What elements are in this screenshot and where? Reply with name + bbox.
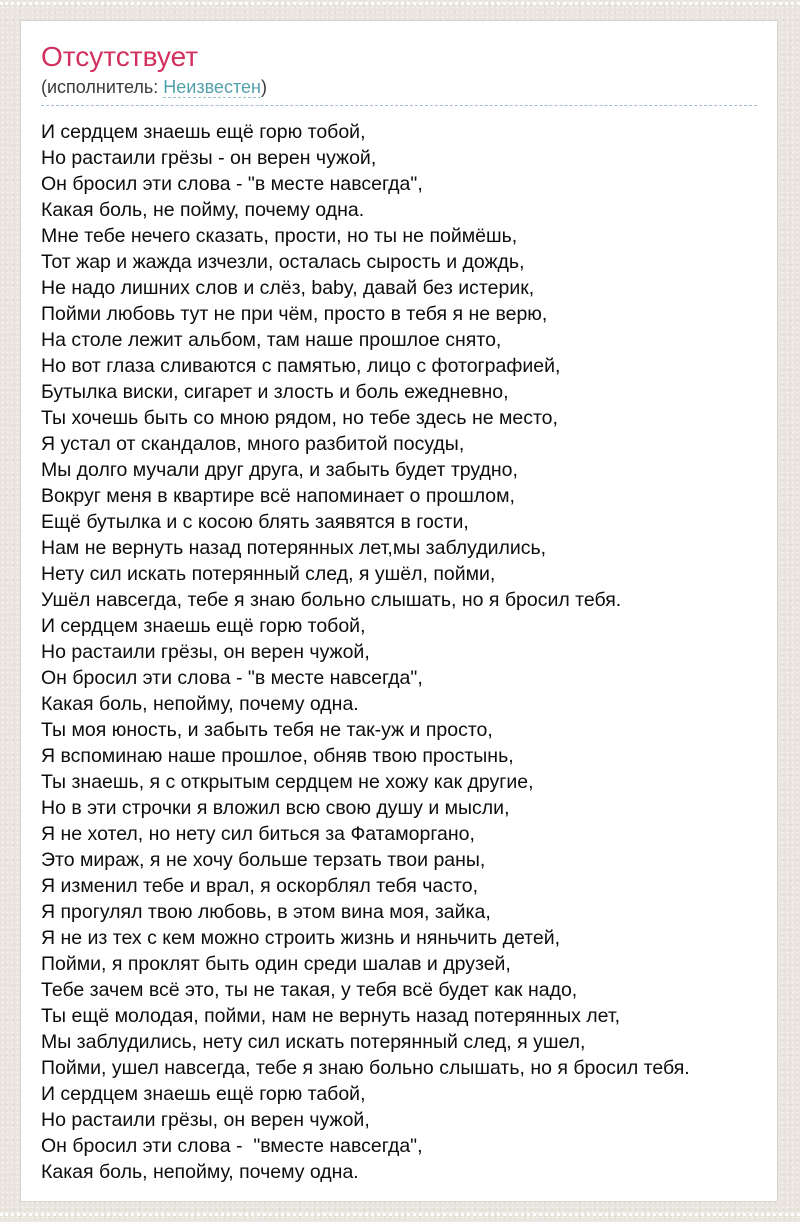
lyric-line: Какая боль, не пойму, почему одна. [41, 199, 365, 221]
lyric-line: Я прогулял твою любовь, в этом вина моя, зайка, [41, 901, 491, 923]
bottom-perforation-divider [0, 1213, 800, 1216]
lyrics [41, 119, 757, 1185]
lyric-line: Ещё бутылка и с косою блять заявятся в гости, [41, 511, 469, 533]
lyric-line: Мне тебе нечего сказать, прости, но ты не поймёшь, [41, 225, 518, 247]
lyric-line: Ты хочешь быть со мною рядом, но тебе здесь не место, [41, 407, 558, 429]
lyric-line: Он бросил эти слова - "вместе навсегда", [41, 1135, 423, 1157]
lyric-line: Вокруг меня в квартире всё напоминает о прошлом, [41, 485, 515, 507]
lyric-line: Но растаили грёзы, он верен чужой, [41, 1109, 370, 1131]
lyric-line: Я не хотел, но нету сил биться за Фатаморгано, [41, 823, 475, 845]
lyric-line: Я вспоминаю наше прошлое, обняв твою простынь, [41, 745, 514, 767]
lyric-line: Я не из тех с кем можно строить жизнь и няньчить детей, [41, 927, 561, 949]
lyric-line: На столе лежит альбом, там наше прошлое снято, [41, 329, 502, 351]
artist-line [41, 76, 757, 106]
artist-label-suffix: ) [260, 77, 267, 97]
lyric-line: Он бросил эти слова - "в месте навсегда", [41, 173, 423, 195]
lyrics-card [20, 20, 778, 1202]
lyric-line: Тебе зачем всё это, ты не такая, у тебя всё будет как надо, [41, 979, 578, 1001]
lyric-line: Но вот глаза сливаются с памятью, лицо с фотографией, [41, 355, 561, 377]
lyric-line: Бутылка виски, сигарет и злость и боль ежедневно, [41, 381, 509, 403]
lyric-line: Какая боль, непойму, почему одна. [41, 693, 359, 715]
lyric-line: Мы заблудились, нету сил искать потерянный след, я ушел, [41, 1031, 586, 1053]
artist-link[interactable]: Неизвестен [163, 77, 261, 97]
lyric-line: Ты ещё молодая, пойми, нам не вернуть назад потерянных лет, [41, 1005, 621, 1027]
lyric-line: Но в эти строчки я вложил всю свою душу и мысли, [41, 797, 510, 819]
lyric-line: Мы долго мучали друг друга, и забыть будет трудно, [41, 459, 518, 481]
lyric-line: Я устал от скандалов, много разбитой посуды, [41, 433, 465, 455]
lyric-line: И сердцем знаешь ещё горю тобой, [41, 615, 366, 637]
top-perforation-divider [0, 2, 800, 5]
lyric-line: Ушёл навсегда, тебе я знаю больно слышать, но я бросил тебя. [41, 589, 622, 611]
lyric-line: Он бросил эти слова - "в месте навсегда", [41, 667, 423, 689]
lyric-line: Нету сил искать потерянный след, я ушёл, пойми, [41, 563, 496, 585]
lyric-line: Тот жар и жажда изчезли, осталась сырость и дождь, [41, 251, 525, 273]
lyric-line: Ты моя юность, и забыть тебя не так-уж и просто, [41, 719, 493, 741]
lyric-line: Какая боль, непойму, почему одна. [41, 1161, 359, 1183]
lyric-line: Но растаили грёзы - он верен чужой, [41, 147, 377, 169]
lyric-line: Пойми любовь тут не при чём, просто в тебя я не верю, [41, 303, 548, 325]
lyric-line: И сердцем знаешь ещё горю табой, [41, 1083, 366, 1105]
lyric-line: Пойми, ушел навсегда, тебе я знаю больно слышать, но я бросил тебя. [41, 1057, 690, 1079]
lyric-line: И сердцем знаешь ещё горю тобой, [41, 121, 366, 143]
lyric-line: Ты знаешь, я с открытым сердцем не хожу как другие, [41, 771, 534, 793]
lyric-line: Но растаили грёзы, он верен чужой, [41, 641, 370, 663]
lyric-line: Это мираж, я не хочу больше терзать твои раны, [41, 849, 486, 871]
lyric-line: Не надо лишних слов и слёз, baby, давай без истерик, [41, 277, 535, 299]
song-title: Отсутствует [41, 41, 199, 72]
lyric-line: Пойми, я проклят быть один среди шалав и друзей, [41, 953, 511, 975]
artist-label-prefix: (исполнитель: [41, 77, 164, 97]
lyric-line: Нам не вернуть назад потерянных лет,мы заблудились, [41, 537, 547, 559]
lyric-line: Я изменил тебе и врал, я оскорблял тебя часто, [41, 875, 478, 897]
